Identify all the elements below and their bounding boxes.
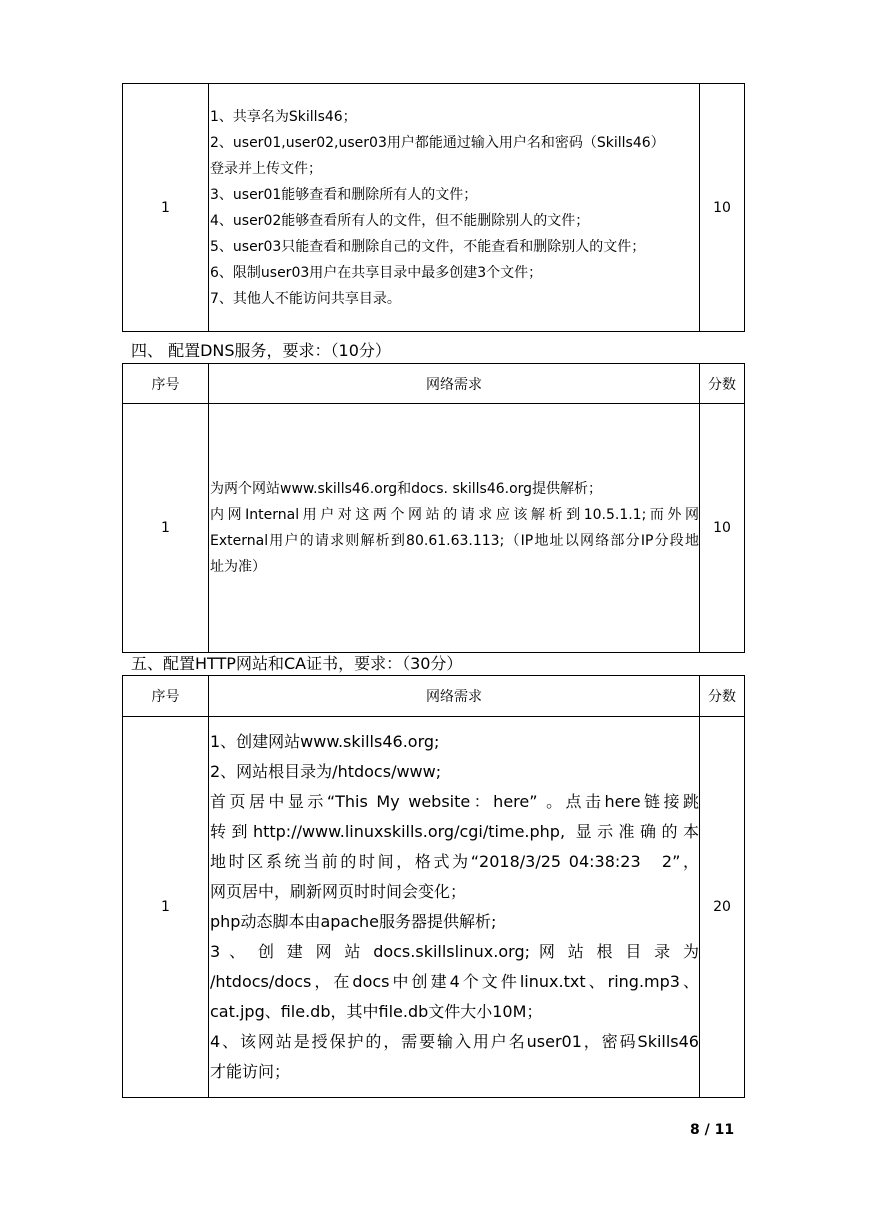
requirement-line: 4、该网站是授保护的，需要输入用户名user01，密码Skills46 [210,1032,699,1051]
score: 10 [700,84,745,332]
requirement-line: 2、网站根目录为/htdocs/www; [210,762,442,781]
header-score: 分数 [700,676,745,717]
section-heading-dns: 四、 配置DNS服务，要求：（10分） [131,341,391,360]
requirement-line: External用户的请求则解析到80.61.63.113;（IP地址以网络部分IP分段地 [210,533,699,549]
requirement-line: 3 、 创 建 网 站 docs.skillslinux.org; 网 站 根 目 录 为 [210,942,699,961]
requirement-line: 1、创建网站www.skills46.org; [210,732,440,751]
requirement-line: 内网Internal用户对这两个网站的请求应该解析到10.5.1.1;而外网 [210,507,699,523]
requirement-line: 1、共享名为Skills46； [210,108,357,125]
requirement-line: php动态脚本由apache服务器提供解析; [210,912,497,931]
requirements-cell [209,84,700,332]
samba-requirements-table [122,83,745,332]
header-requirement: 网络需求 [209,676,700,717]
requirement-line: 3、user01能够查看和删除所有人的文件； [210,186,478,203]
requirement-line: 6、限制user03用户在共享目录中最多创建3个文件； [210,264,543,281]
score: 20 [700,717,745,1098]
requirement-line: 址为准） [210,559,266,575]
score: 10 [700,404,745,653]
section-heading-http: 五、配置HTTP网站和CA证书，要求：（30分） [131,654,463,673]
page-number: 8 / 11 [690,1122,735,1138]
requirement-line: 网页居中，刷新网页时时间会变化； [210,882,467,901]
http-requirements-table [122,675,745,1098]
dns-requirements-table [122,363,745,653]
requirements-cell [209,404,700,653]
requirement-line: 4、user02能够查看所有人的文件，但不能删除别人的文件； [210,212,590,229]
header-score: 分数 [700,364,745,404]
requirement-line: cat.jpg、file.db，其中file.db文件大小10M； [210,1002,543,1021]
requirement-line: 7、其他人不能访问共享目录。 [210,290,401,307]
header-requirement: 网络需求 [209,364,700,404]
requirement-line: 才能访问； [210,1062,291,1081]
row-number: 1 [123,717,209,1098]
requirement-line: 5、user03只能查看和删除自己的文件，不能查看和删除别人的文件； [210,238,646,255]
requirement-line: 首页居中显示“This My website：here” 。点击here链接跳 [210,792,699,811]
row-number: 1 [123,404,209,653]
header-number: 序号 [123,676,209,717]
requirement-line: 登录并上传文件； [210,160,322,177]
header-number: 序号 [123,364,209,404]
requirements-cell [209,717,700,1098]
requirement-line: 地时区系统当前的时间，格式为“2018/3/25 04:38:23 2”， [210,852,699,871]
requirement-line: 为两个网站www.skills46.org和docs. skills46.org提供解析； [210,481,603,497]
requirement-line: /htdocs/docs，在docs中创建4个文件linux.txt、ring.mp3、 [210,972,699,991]
requirement-line: 2、user01,user02,user03用户都能通过输入用户名和密码（Skills46） [210,134,665,151]
row-number: 1 [123,84,209,332]
requirement-line: 转到http://www.linuxskills.org/cgi/time.php, 显示准确的本 [210,822,699,841]
